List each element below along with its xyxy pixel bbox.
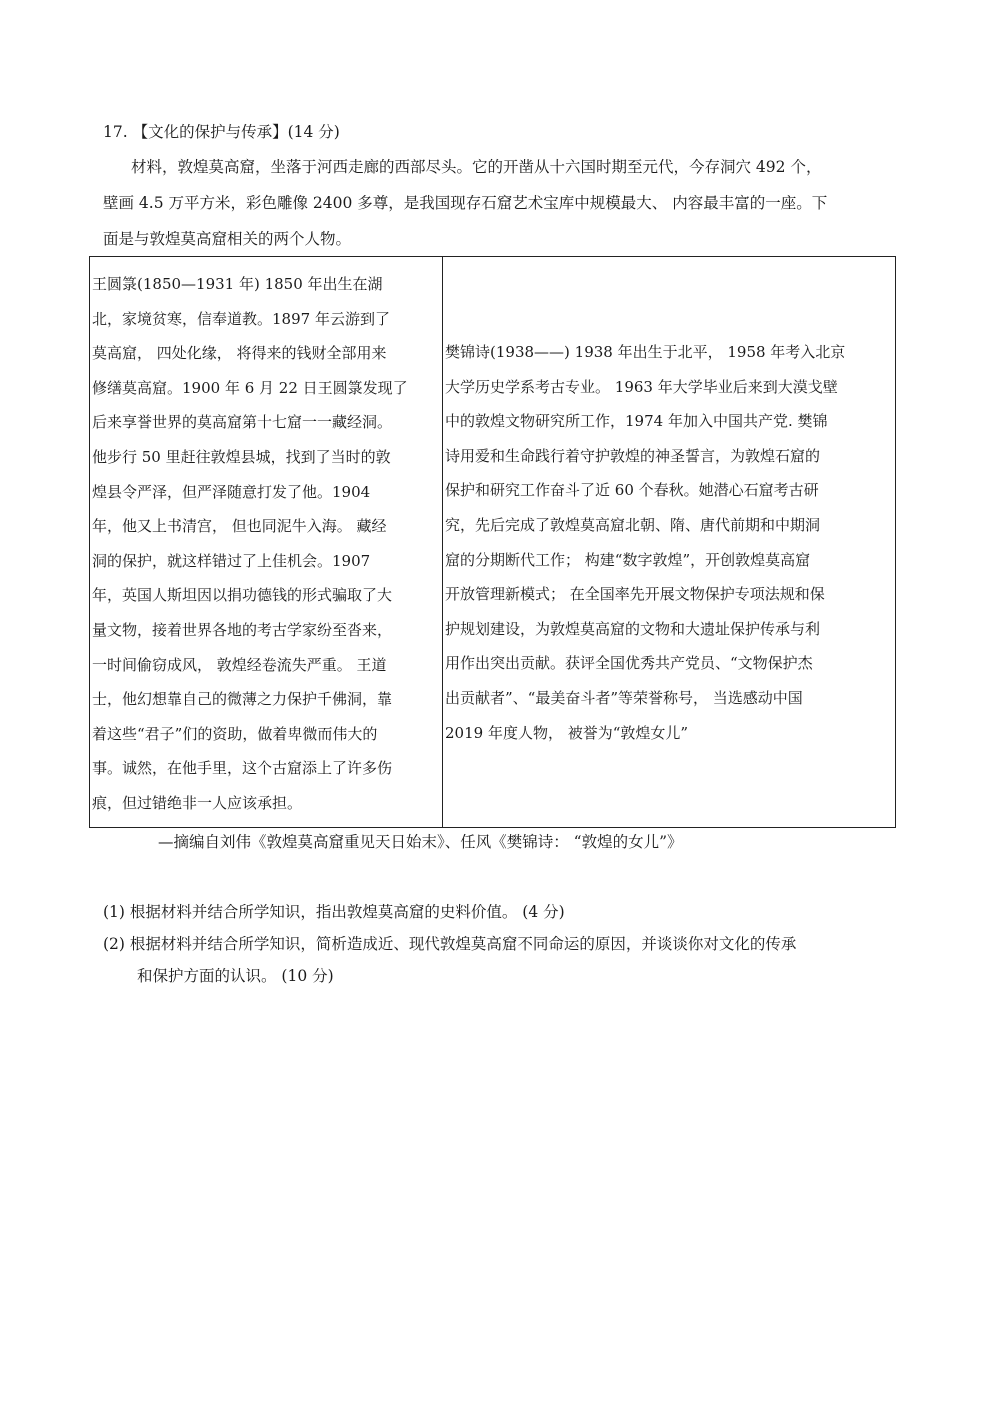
text-line: 用作出突出贡献。获评全国优秀共产党员、“文物保护杰 (445, 654, 813, 673)
text-line: 事。诚然，在他手里，这个古窟添上了许多伤 (92, 759, 393, 778)
text-line: 煌县令严泽，但严泽随意打发了他。1904 (92, 482, 371, 501)
intro-line: 面是与敦煌莫高窟相关的两个人物。 (103, 230, 352, 248)
materials-table (89, 256, 896, 828)
text-line: 着这些“君子”们的资助，做着卑微而伟大的 (92, 724, 378, 743)
text-line: 士，他幻想靠自己的微薄之力保护千佛洞，靠 (92, 690, 393, 709)
text-line: 年，他又上书清宫， 但也同泥牛入海。 藏经 (92, 517, 387, 536)
intro-line: 壁画 4.5 万平方米，彩色雕像 2400 多尊，是我国现存石窟艺术宝库中规模最大、 内容最丰富的一座。下 (103, 194, 828, 212)
text-line: 一时间偷窃成风， 敦煌经卷流失严重。 王道 (92, 655, 387, 674)
text-line: 诗用爱和生命践行着守护敦煌的神圣誓言，为敦煌石窟的 (445, 446, 821, 465)
wang-yuanlu-text (90, 257, 442, 821)
table-row (90, 257, 896, 828)
sub-question-text: (1) 根据材料并结合所学知识，指出敦煌莫高窟的史料价值。 (4 分) (103, 903, 565, 921)
text-line: 樊锦诗(1938——) 1938 年出生于北平， 1958 年考入北京 (445, 343, 846, 361)
sub-question-text: (2) 根据材料并结合所学知识，简析造成近、现代敦煌莫高窟不同命运的原因，并谈谈你对文化的传承 (103, 935, 797, 953)
text-line: 他步行 50 里赶往敦煌县城，找到了当时的敦 (92, 447, 391, 466)
intro-line: 材料，敦煌莫高窟，坐落于河西走廊的西部尽头。它的开凿从十六国时期至元代，今存洞穴 492 个， (131, 158, 822, 176)
text-line: 2019 年度人物， 被誉为“敦煌女儿” (445, 723, 689, 742)
text-line: 大学历史学系考古专业。 1963 年大学毕业后来到大漠戈壁 (445, 377, 838, 396)
text-line: 王圆箓(1850—1931 年) 1850 年出生在湖 (92, 275, 383, 293)
text-line: 痕，但过错绝非一人应该承担。 (92, 793, 303, 812)
intro-paragraph (103, 152, 903, 260)
text-line: 究，先后完成了敦煌莫高窟北朝、隋、唐代前期和中期洞 (445, 515, 821, 534)
text-line: 护规划建设，为敦煌莫高窟的文物和大遗址保护传承与利 (445, 619, 821, 638)
text-line: 莫高窟， 四处化缘， 将得来的钱财全部用来 (92, 344, 387, 363)
question-title: 17. 【文化的保护与传承】(14 分) (103, 123, 340, 141)
fan-jinshi-text (443, 257, 895, 750)
text-line: 修缮莫高窟。1900 年 6 月 22 日王圆箓发现了 (92, 378, 408, 397)
sub-question-2 (103, 928, 903, 992)
wang-yuanlu-cell (90, 257, 443, 828)
text-line: 保护和研究工作奋斗了近 60 个春秋。她潜心石窟考古研 (445, 481, 819, 500)
sub-question-text: 和保护方面的认识。 (10 分) (137, 967, 334, 985)
text-line: 开放管理新模式； 在全国率先开展文物保护专项法规和保 (445, 585, 825, 604)
sub-question-1 (103, 896, 903, 928)
source-citation: —摘编自刘伟《敦煌莫高窟重见天日始末》、任风《樊锦诗： “敦煌的女儿”》 (158, 833, 683, 851)
text-line: 后来享誉世界的莫高窟第十七窟一一藏经洞。 (92, 413, 393, 432)
text-line: 窟的分期断代工作； 构建“数字敦煌”，开创敦煌莫高窟 (445, 550, 811, 569)
text-line: 北，家境贫寒，信奉道教。1897 年云游到了 (92, 309, 390, 328)
text-line: 中的敦煌文物研究所工作，1974 年加入中国共产党. 樊锦 (445, 412, 828, 431)
fan-jinshi-cell (443, 257, 896, 828)
text-line: 量文物，接着世界各地的考古学家纷至沓来， (92, 620, 393, 639)
text-line: 出贡献者”、“最美奋斗者”等荣誉称号， 当选感动中国 (445, 688, 803, 707)
text-line: 年，英国人斯坦因以捐功德钱的形式骗取了大 (92, 586, 393, 605)
text-line: 洞的保护，就这样错过了上佳机会。1907 (92, 551, 371, 570)
